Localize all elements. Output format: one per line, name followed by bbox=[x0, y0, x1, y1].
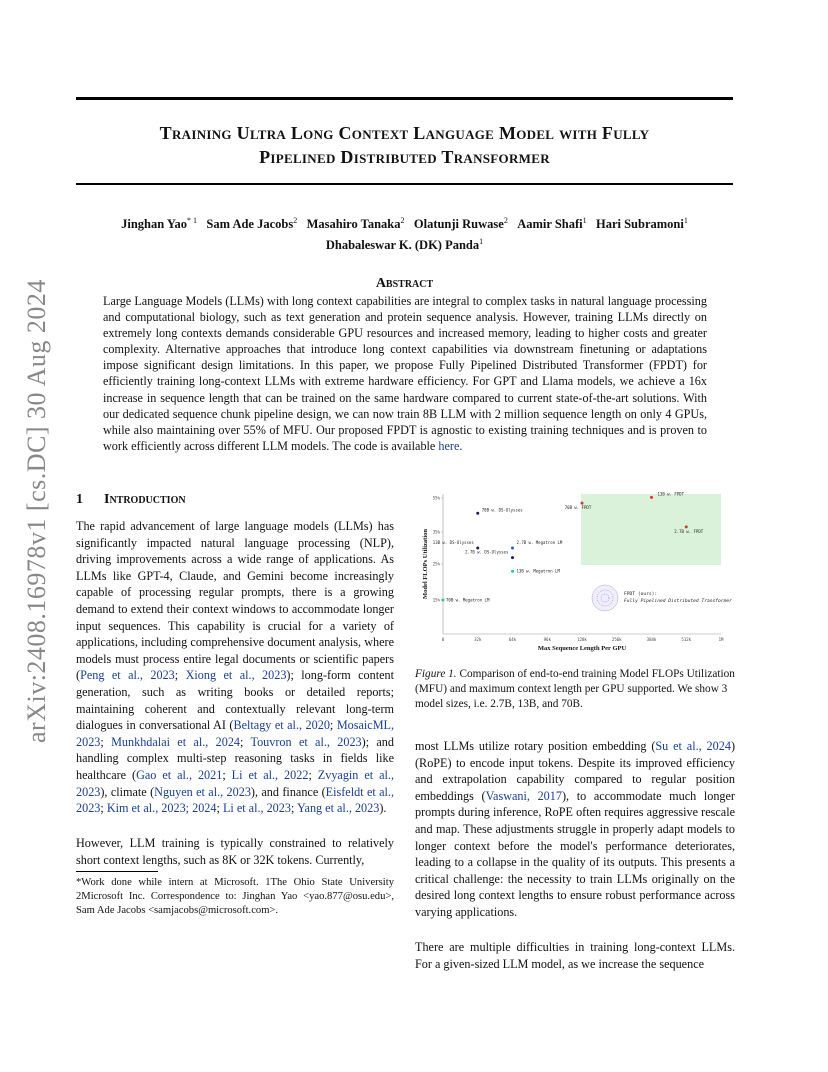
data-point-label: 2.7B w. FPDT bbox=[674, 528, 704, 534]
author-line-2 bbox=[76, 233, 733, 254]
paragraph-text: ; bbox=[308, 767, 318, 782]
citation-link[interactable]: Touvron et al., 2023 bbox=[250, 734, 362, 749]
data-point-label: 70B w. FPDT bbox=[564, 505, 592, 511]
data-point-label: 2.7B w. DS-Ulysses bbox=[465, 549, 509, 555]
footnote-rule bbox=[76, 871, 158, 872]
paragraph-text: most LLMs utilize rotary position embedding ( bbox=[415, 739, 656, 753]
paragraph-text: The rapid advancement of large language models (LLMs) has significantly impacted natural language processing (NLP), driving improvements across a wide range of applications. As LLMs like GPT-4, Claude, and Gemini become increasingly capable of processing regular prompts, there is a growing demand to extend their context windows to accommodate longer input sequences. This capability is crucial for a variety of applications, including comprehensive document analysis, where models must process entire legal documents or scientific papers ( bbox=[76, 519, 394, 683]
data-point-label: 13B w. Megatron LM bbox=[516, 568, 560, 574]
y-tick-label: 15% bbox=[432, 597, 440, 603]
left-column-paragraph-1 bbox=[76, 518, 394, 817]
y-tick-label: 55% bbox=[432, 495, 440, 501]
y-tick-label: 35% bbox=[432, 529, 440, 535]
fpdt-legend-icon bbox=[592, 585, 618, 611]
paragraph-text: ; bbox=[240, 734, 251, 749]
y-axis-label: Model FLOPs Utilization bbox=[422, 528, 429, 600]
paragraph-text: ; bbox=[174, 668, 186, 683]
paragraph-text: ), climate ( bbox=[100, 784, 155, 799]
author-affiliation-mark: 1 bbox=[582, 216, 587, 225]
x-tick-label: 64k bbox=[508, 637, 517, 642]
paragraph-text: ); long-form content generation, such as writing books or detailed reports; maintaining coherent and contextually relevant long-term dialogues in conversational AI ( bbox=[76, 668, 395, 733]
right-column-paragraph-1 bbox=[415, 738, 735, 921]
data-point-label: 70B w. Megatron LM bbox=[446, 597, 490, 603]
citation-link[interactable]: Vaswani, 2017 bbox=[485, 788, 562, 803]
legend-line-2: Fully Pipelined Distributed Transformer bbox=[624, 599, 732, 604]
data-point-label: 2.7B w. Megatron LM bbox=[516, 540, 563, 545]
x-axis-label: Max Sequence Length Per GPU bbox=[537, 645, 627, 652]
author-affiliation-mark: 2 bbox=[503, 216, 508, 225]
code-link[interactable]: here bbox=[438, 438, 460, 453]
x-tick-label: 256k bbox=[611, 637, 622, 642]
author-affiliation-mark: 1 bbox=[479, 237, 484, 247]
figure-label: Figure 1. bbox=[415, 668, 457, 680]
citation-link[interactable]: Li et al., 2023 bbox=[222, 801, 291, 816]
paragraph-text: ). bbox=[379, 801, 387, 816]
author-line-1 bbox=[76, 212, 733, 233]
title-line-2: Pipelined Distributed Transformer bbox=[259, 147, 550, 167]
legend-line-1: FPDT (ours): bbox=[624, 592, 658, 597]
x-tick-label: 1M bbox=[718, 637, 724, 642]
author-name: Masahiro Tanaka bbox=[306, 217, 401, 232]
data-point bbox=[511, 556, 514, 559]
figure-1-caption bbox=[415, 667, 735, 712]
abstract-heading: Abstract bbox=[375, 276, 434, 291]
section-title: Introduction bbox=[104, 492, 186, 507]
title-top-rule bbox=[76, 97, 733, 100]
x-tick-label: 96k bbox=[543, 637, 551, 642]
data-point bbox=[511, 547, 514, 550]
data-point bbox=[511, 570, 514, 573]
figure-1-chart bbox=[415, 488, 737, 658]
citation-link[interactable]: Kim et al., 2023; 2024 bbox=[106, 801, 217, 816]
abstract-end: . bbox=[459, 438, 463, 453]
x-tick-label: 8 bbox=[441, 637, 445, 642]
author-name: Aamir Shafi bbox=[517, 217, 583, 232]
citation-link[interactable]: MosaicML, 2023 bbox=[76, 718, 395, 749]
right-column-paragraph-2: There are multiple difficulties in training long-context LLMs. For a given-sized LLM model, as we increase the sequence bbox=[415, 940, 735, 971]
paragraph-text: ); and handling complex multi-step reasoning tasks in fields like healthcare ( bbox=[76, 734, 394, 782]
left-column-paragraph-2: However, LLM training is typically constrained to relatively short context lengths, such as 8K or 32K tokens. Currently, bbox=[76, 836, 394, 867]
citation-link[interactable]: Su et al., 2024 bbox=[655, 739, 731, 753]
citation-link[interactable]: Beltagy et al., 2020 bbox=[233, 718, 330, 733]
citation-link[interactable]: Munkhdalai et al., 2024 bbox=[111, 734, 241, 749]
citation-link[interactable]: Eisfeldt et al., 2023 bbox=[76, 784, 395, 816]
figure-caption-text: Comparison of end-to-end training Model FLOPs Utilization (MFU) and maximum context length per GPU supported. We show 3 model sizes, i.e. 2.7B, 13B, and 70B. bbox=[415, 668, 735, 710]
paragraph-text: ; bbox=[100, 734, 112, 749]
author-affiliation-mark: 2 bbox=[293, 216, 298, 225]
author-name: Sam Ade Jacobs bbox=[206, 217, 294, 232]
author-name: Dhabaleswar K. (DK) Panda bbox=[325, 238, 480, 253]
paragraph-text: ; bbox=[216, 801, 223, 816]
paper-title bbox=[76, 121, 733, 169]
citation-link[interactable]: Li et al., 2022 bbox=[231, 767, 309, 782]
abstract-body bbox=[103, 293, 707, 454]
x-tick-label: 512k bbox=[681, 637, 692, 642]
data-point-label: 13B w. DS-Ulysses bbox=[432, 540, 474, 545]
paragraph-text: ; bbox=[290, 801, 297, 816]
title-line-1: Training Ultra Long Context Language Model with Fully bbox=[159, 123, 650, 143]
author-affiliation-mark: 1 bbox=[683, 216, 688, 225]
paragraph-text: ; bbox=[329, 718, 337, 733]
paragraph-text: ), to accommodate much longer prompts during inference, RoPE often requires aggressive rescale and map. These adjustments struggle in properly adapt models to longer context before the model's performance deteriorates, leading to a collapse in the quality of its outputs. This presents a critical challenge: the necessity to train LLMs originally on the desired long context lengths to ensure robust performance across varying applications. bbox=[415, 788, 735, 919]
citation-link[interactable]: Zvyagin et al., 2023 bbox=[76, 767, 394, 799]
abstract-text: Large Language Models (LLMs) with long context capabilities are integral to complex tasks in natural language processing and computational biology, such as text generation and protein sequence analysis. However, training LLMs directly on extremely long contexts demands considerable GPU resources and increased memory, leading to higher costs and greater complexity. Alternative approaches that introduce long context capabilities via downstream finetuning or adaptations impose significant design limitations. In this paper, we propose Fully Pipelined Distributed Transformer (FPDT) for efficiently training long-context LLMs with extreme hardware efficiency. For GPT and Llama models, we achieve a 16x increase in sequence length that can be trained on the same hardware compared to current state-of-the-art solutions. With our dedicated sequence chunk pipeline design, we can now train 8B LLM with 2 million sequence length on only 4 GPUs, while also maintaining over 55% of MFU. Our proposed FPDT is agnostic to existing training techniques and is proven to work efficiently across different LLM models. The code is available bbox=[103, 294, 707, 453]
x-tick-label: 32k bbox=[474, 637, 482, 642]
title-bottom-rule bbox=[76, 183, 733, 185]
author-name: Hari Subramoni bbox=[595, 217, 684, 232]
data-point bbox=[476, 512, 479, 515]
citation-link[interactable]: Peng et al., 2023 bbox=[80, 668, 175, 683]
data-point bbox=[442, 599, 445, 602]
author-list bbox=[76, 212, 733, 254]
arxiv-side-stamp: arXiv:2408.16978v1 [cs.DC] 30 Aug 2024 bbox=[22, 279, 51, 743]
y-tick-label: 25% bbox=[432, 561, 440, 567]
paragraph-text: ) (RoPE) to encode input tokens. Despite its improved efficiency and extrapolation capability compared to regular position embeddings ( bbox=[415, 739, 735, 803]
citation-link[interactable]: Xiong et al., 2023 bbox=[185, 668, 287, 683]
paragraph-text: ), and finance ( bbox=[250, 784, 326, 799]
author-affiliation-mark: 2 bbox=[400, 216, 405, 225]
data-point-label: 70B w. DS-Ulysses bbox=[481, 507, 523, 513]
author-affiliation-mark: * 1 bbox=[187, 216, 198, 225]
data-point bbox=[650, 496, 653, 499]
x-tick-label: 128k bbox=[577, 637, 587, 642]
author-name: Jinghan Yao bbox=[121, 217, 188, 232]
paragraph-text: ; bbox=[100, 801, 107, 816]
section-number: 1 bbox=[76, 492, 83, 507]
citation-link[interactable]: Gao et al., 2021 bbox=[136, 767, 223, 782]
section-heading bbox=[76, 492, 186, 508]
x-tick-label: 384k bbox=[646, 637, 657, 642]
data-point-label: 13B w. FPDT bbox=[657, 491, 684, 497]
paragraph-text: ; bbox=[222, 767, 232, 782]
footnote: *Work done while intern at Microsoft. 1The Ohio State University 2Microsoft Inc. Correspondence to: Jinghan Yao <yao.877@osu.edu>, Sam Ade Jacobs <samjacobs@microsoft.com>. bbox=[76, 877, 394, 916]
author-name: Olatunji Ruwase bbox=[413, 217, 504, 232]
citation-link[interactable]: Nguyen et al., 2023 bbox=[154, 784, 251, 799]
citation-link[interactable]: Yang et al., 2023 bbox=[296, 801, 380, 816]
